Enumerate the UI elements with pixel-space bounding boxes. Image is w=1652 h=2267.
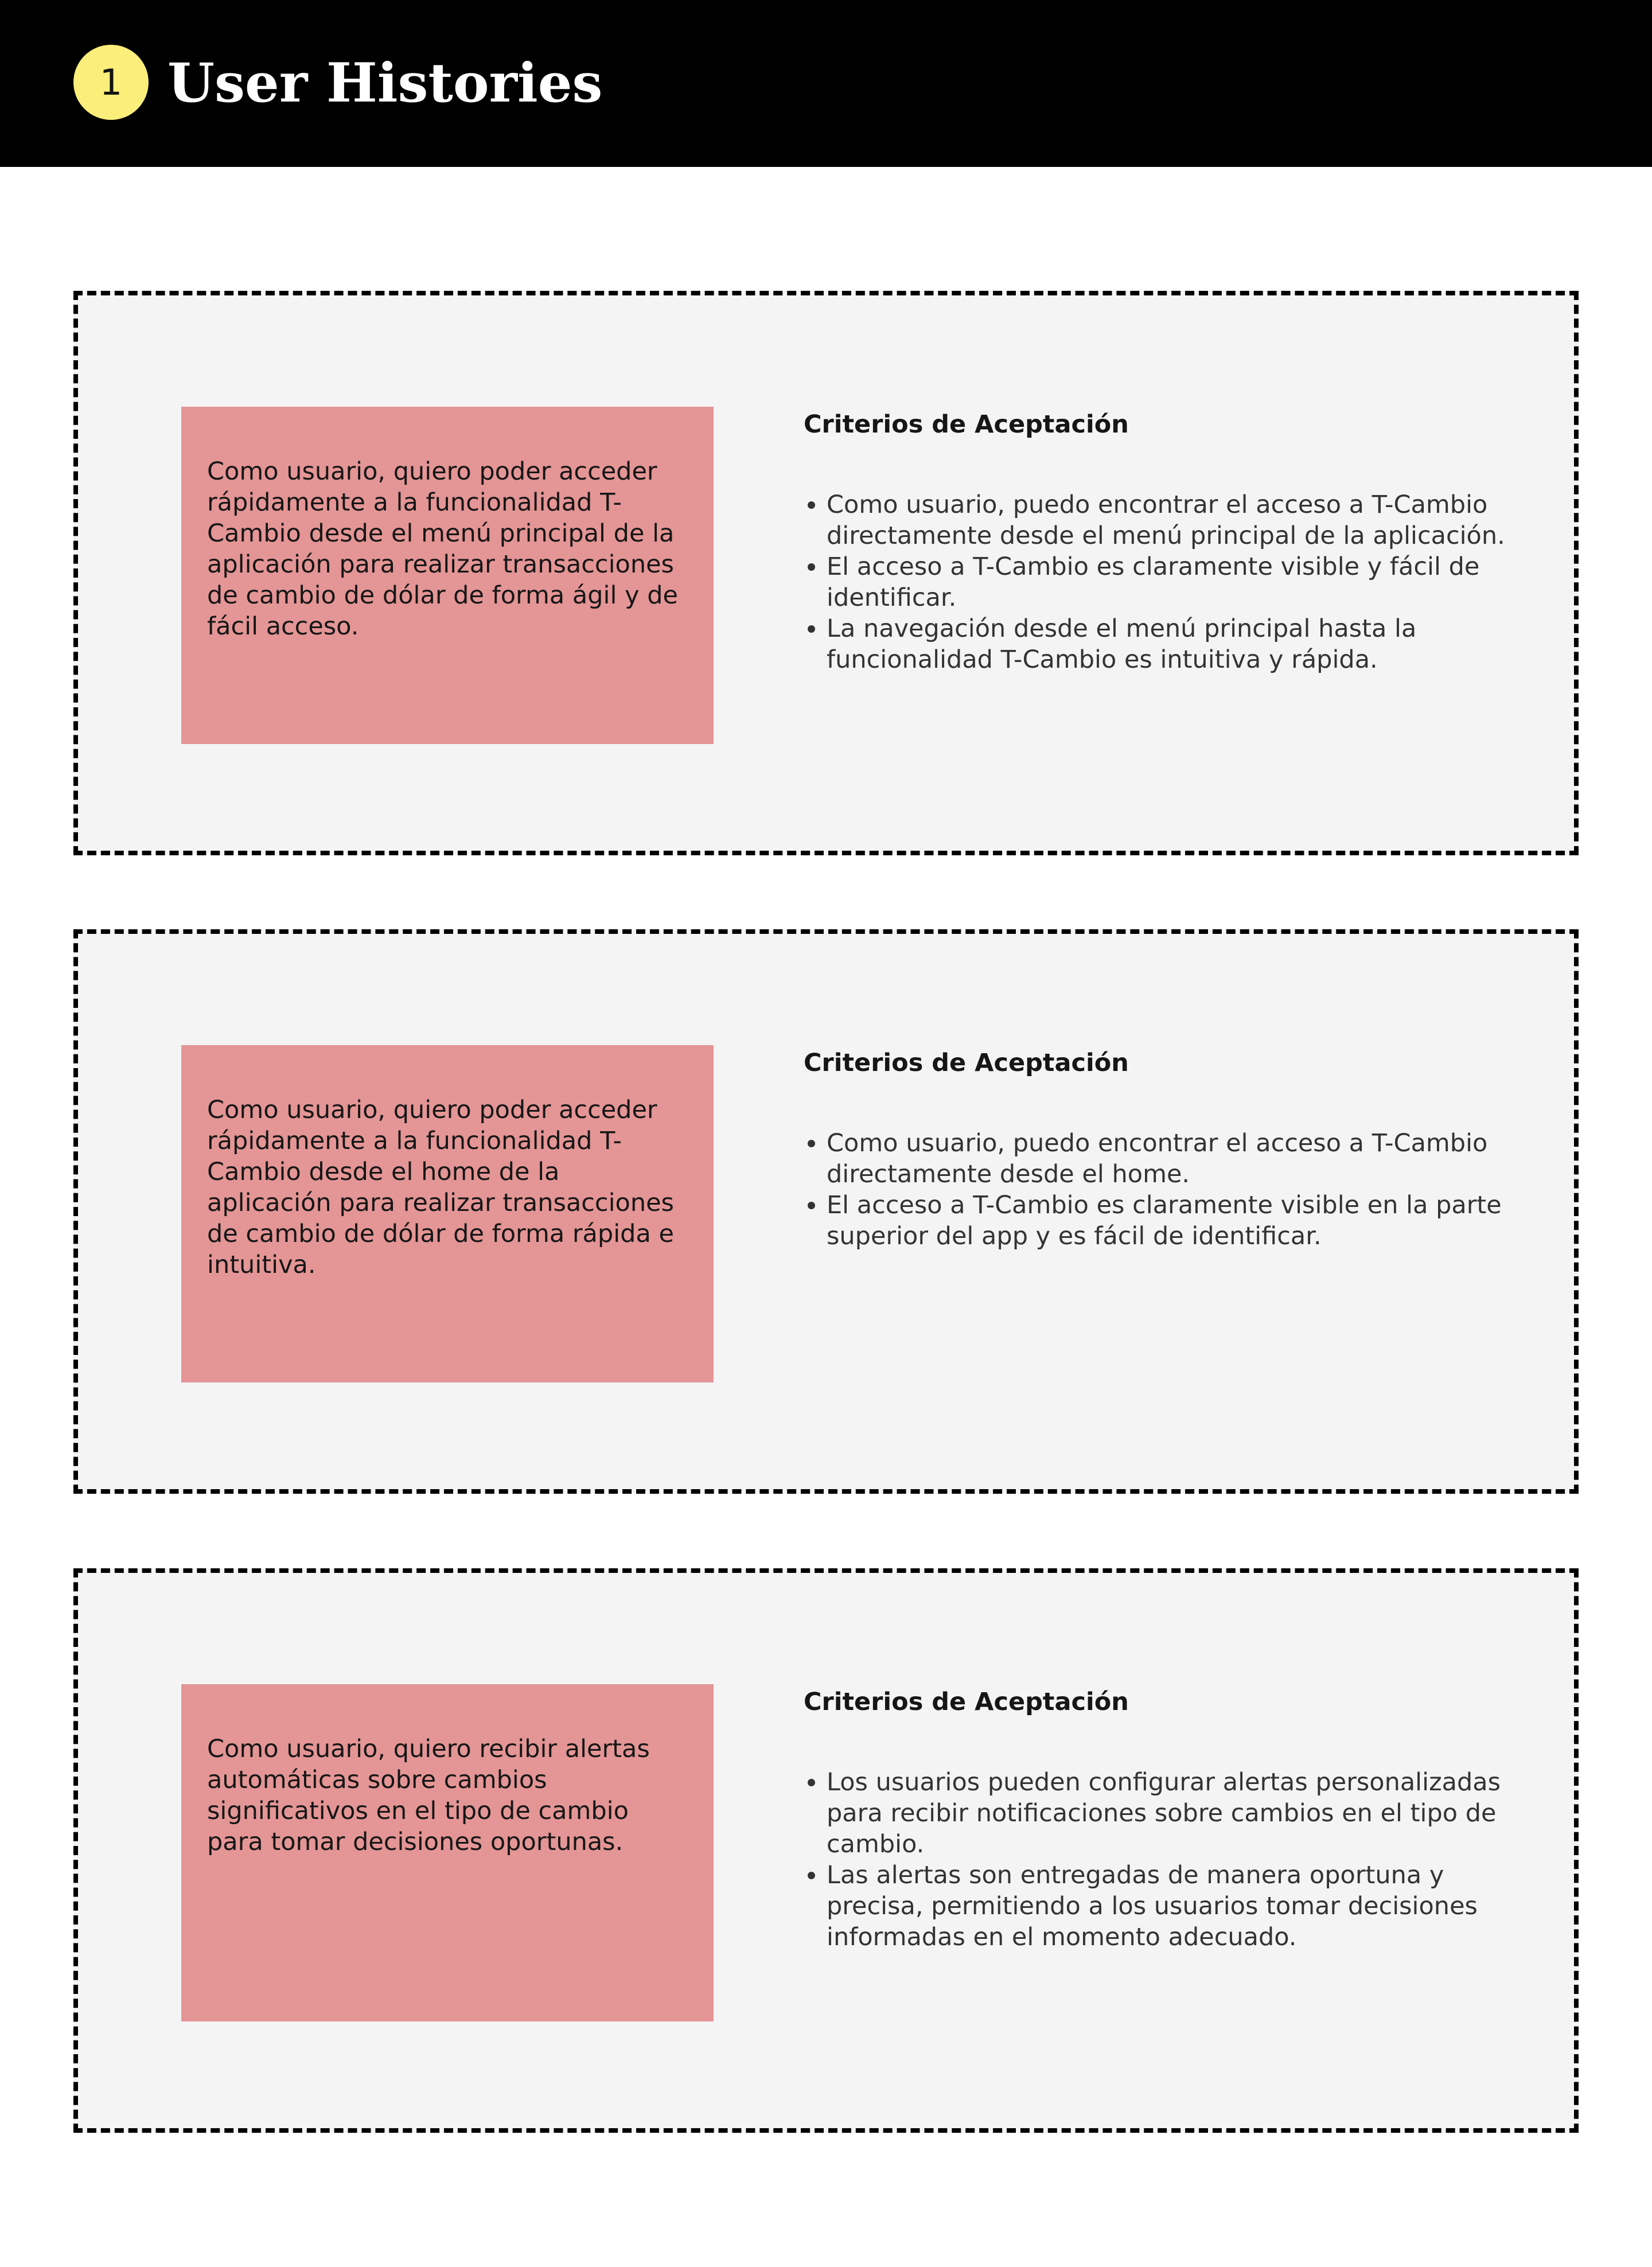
user-story-card	[73, 929, 1579, 1494]
user-story-card	[73, 1568, 1579, 2133]
criteria-item: • El acceso a T-Cambio es claramente visible en la parte superior del app y es fácil de identificar.	[827, 1190, 1509, 1252]
criteria-item: • El acceso a T-Cambio es claramente visible y fácil de identificar.	[827, 551, 1509, 613]
step-number-badge: 1	[73, 45, 149, 120]
criteria-item: • La navegación desde el menú principal hasta la funcionalidad T-Cambio es intuitiva y rápida.	[827, 613, 1509, 675]
criteria-item: • Como usuario, puedo encontrar el acceso a T-Cambio directamente desde el home.	[827, 1128, 1509, 1190]
acceptance-criteria	[804, 1046, 1509, 1252]
criteria-item: • Las alertas son entregadas de manera oportuna y precisa, permitiendo a los usuarios tomar decisiones informadas en el momento adecuado.	[827, 1860, 1509, 1953]
criteria-list	[804, 1767, 1509, 1953]
criteria-heading: Criterios de Aceptación	[804, 1049, 1129, 1077]
user-story-note: Como usuario, quiero poder acceder rápidamente a la funcionalidad T-Cambio desde el menú principal de la aplicación para realizar transacciones de cambio de dólar de forma ágil y de fácil acceso.	[181, 407, 714, 744]
user-story-note: Como usuario, quiero poder acceder rápidamente a la funcionalidad T-Cambio desde el home de la aplicación para realizar transacciones de cambio de dólar de forma rápida e intuitiva.	[181, 1045, 714, 1382]
criteria-heading: Criterios de Aceptación	[804, 1688, 1129, 1716]
page-title: User Histories	[167, 52, 603, 115]
user-story-card	[73, 291, 1579, 855]
criteria-item: • Los usuarios pueden configurar alertas personalizadas para recibir notificaciones sobre cambios en el tipo de cambio.	[827, 1767, 1509, 1860]
acceptance-criteria	[804, 407, 1509, 675]
criteria-item: • Como usuario, puedo encontrar el acceso a T-Cambio directamente desde el menú principal de la aplicación.	[827, 489, 1509, 551]
page-header	[0, 0, 1652, 167]
criteria-list	[804, 1128, 1509, 1252]
criteria-list	[804, 489, 1509, 675]
user-story-note: Como usuario, quiero recibir alertas automáticas sobre cambios significativos en el tipo de cambio para tomar decisiones oportunas.	[181, 1684, 714, 2021]
criteria-heading: Criterios de Aceptación	[804, 410, 1129, 439]
acceptance-criteria	[804, 1685, 1509, 1953]
